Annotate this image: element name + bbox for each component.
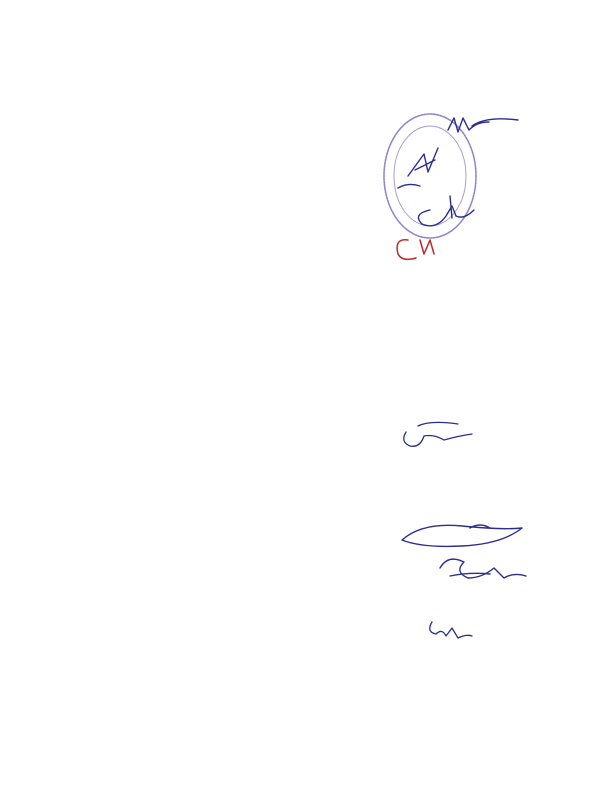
barcode-icon bbox=[240, 44, 362, 70]
seal-stamp-inner bbox=[394, 126, 466, 226]
seal-stamp-icon bbox=[384, 114, 476, 238]
